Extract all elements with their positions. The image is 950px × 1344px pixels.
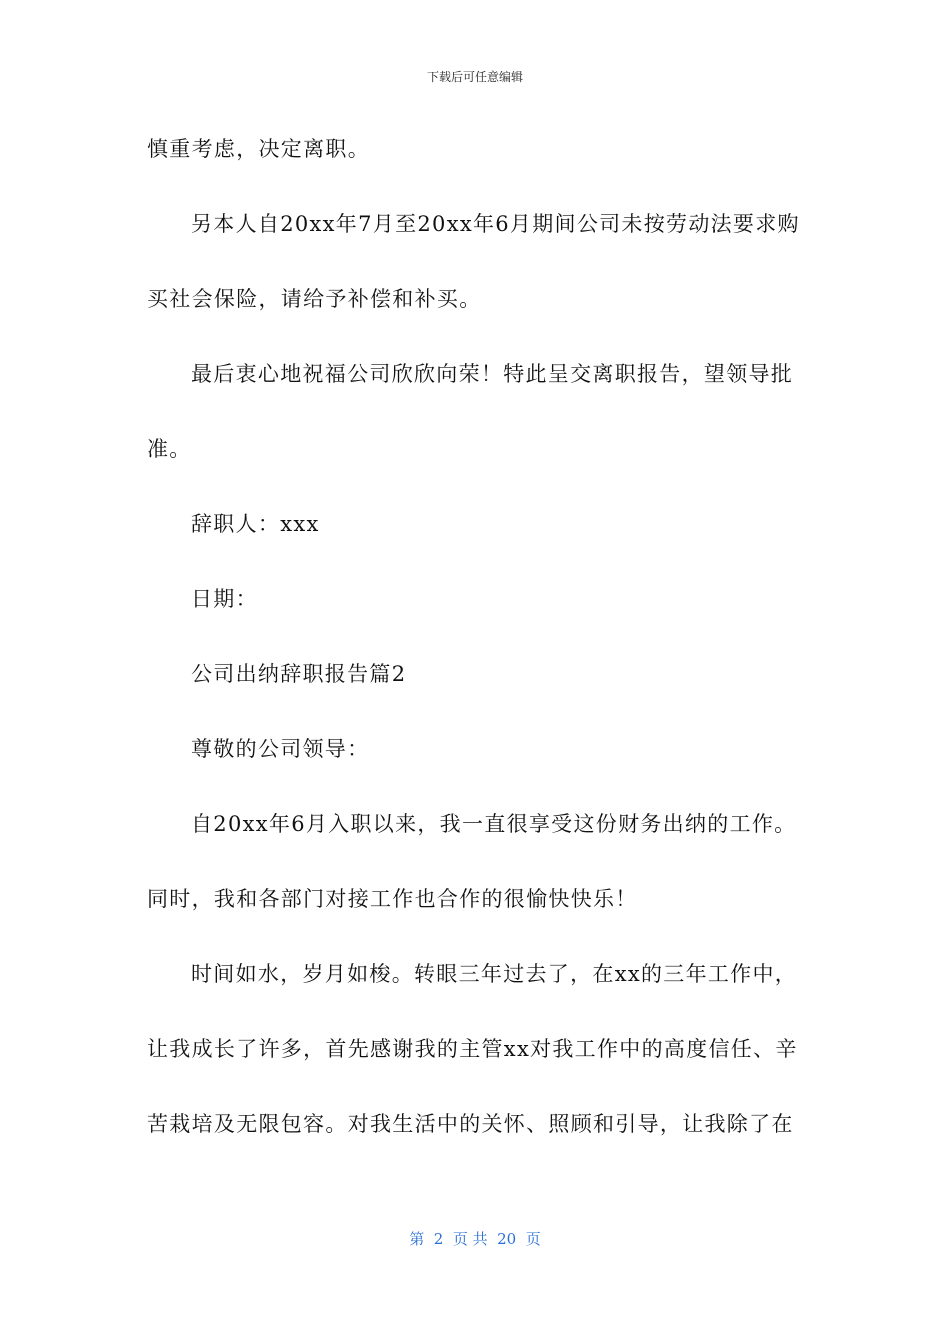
page-number-footer: 第 2 页 共 20 页: [409, 1230, 541, 1248]
paragraph-line: 自20xx年6月入职以来，我一直很享受这份财务出纳的工作。: [191, 812, 797, 836]
page-header: 下载后可任意编辑: [426, 70, 523, 84]
section-title: 公司出纳辞职报告篇2: [191, 662, 407, 686]
paragraph-line: 苦栽培及无限包容。对我生活中的关怀、照顾和引导，让我除了在: [147, 1112, 794, 1136]
paragraph-line: 让我成长了许多，首先感谢我的主管xx对我工作中的高度信任、辛: [147, 1037, 798, 1061]
date-line: 日期：: [191, 587, 258, 611]
paragraph-line: 准。: [147, 437, 192, 461]
paragraph-line: 买社会保险，请给予补偿和补买。: [147, 287, 482, 311]
paragraph-line: 另本人自20xx年7月至20xx年6月期间公司未按劳动法要求购: [191, 212, 800, 236]
signature-line: 辞职人：xxx: [191, 512, 320, 536]
paragraph-line: 同时，我和各部门对接工作也合作的很愉快快乐！: [147, 887, 638, 911]
paragraph-line: 时间如水，岁月如梭。转眼三年过去了，在xx的三年工作中，: [191, 962, 798, 986]
paragraph-line: 最后衷心地祝福公司欣欣向荣！特此呈交离职报告，望领导批: [191, 362, 794, 386]
paragraph-line: 慎重考虑，决定离职。: [147, 137, 370, 161]
salutation: 尊敬的公司领导：: [191, 737, 370, 761]
